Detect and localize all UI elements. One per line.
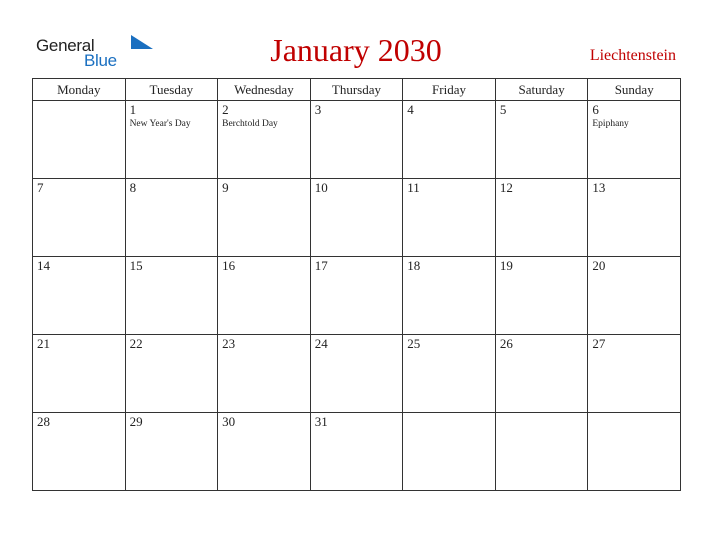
- day-cell: [588, 101, 681, 179]
- day-cell: [403, 413, 496, 491]
- day-cell: [495, 257, 588, 335]
- day-cell: [218, 335, 311, 413]
- day-number: 28: [37, 414, 50, 429]
- day-cell: [125, 179, 218, 257]
- logo-word-general: General: [36, 36, 95, 55]
- day-cell: [403, 179, 496, 257]
- day-cell: [125, 335, 218, 413]
- day-number: 6: [592, 102, 599, 117]
- calendar-body: [33, 101, 681, 491]
- day-number: 19: [499, 258, 513, 273]
- day-number: 17: [314, 258, 328, 273]
- holiday-label: Berchtold Day: [222, 119, 278, 129]
- day-number: 11: [407, 180, 420, 195]
- holiday-label: New Year's Day: [129, 119, 191, 129]
- day-cell: [588, 335, 681, 413]
- day-number: 16: [222, 258, 236, 273]
- day-cell: [218, 101, 311, 179]
- day-cell: [125, 413, 218, 491]
- weekday-header: Thursday: [310, 79, 403, 101]
- weekday-header: Monday: [33, 79, 126, 101]
- week-row: [33, 179, 681, 257]
- day-number: 15: [129, 258, 143, 273]
- day-cell: [588, 257, 681, 335]
- weekday-header: Saturday: [495, 79, 588, 101]
- day-cell: [588, 179, 681, 257]
- day-cell: [310, 257, 403, 335]
- day-cell: [588, 413, 681, 491]
- day-number: 7: [37, 180, 44, 195]
- page-title: January 2030: [270, 32, 442, 68]
- day-number: 26: [499, 336, 513, 351]
- day-cell: [403, 257, 496, 335]
- day-number: 22: [129, 336, 143, 351]
- day-cell: [218, 179, 311, 257]
- day-cell: [495, 179, 588, 257]
- day-cell: [125, 257, 218, 335]
- day-number: 24: [314, 336, 328, 351]
- week-row: [33, 413, 681, 491]
- day-number: 27: [592, 336, 606, 351]
- country-label: Liechtenstein: [589, 47, 676, 64]
- day-cell: [495, 413, 588, 491]
- day-number: 13: [592, 180, 606, 195]
- day-number: 29: [129, 414, 143, 429]
- day-number: 1: [129, 102, 137, 117]
- day-number: 21: [37, 336, 50, 351]
- day-cell: [310, 413, 403, 491]
- day-number: 23: [222, 336, 236, 351]
- weekday-header: Tuesday: [125, 79, 218, 101]
- day-cell: [403, 101, 496, 179]
- day-number: 30: [222, 414, 236, 429]
- day-number: 2: [222, 102, 229, 117]
- day-cell: [33, 101, 126, 179]
- calendar-grid: [32, 78, 681, 491]
- day-number: 12: [499, 180, 513, 195]
- weekday-header: Friday: [403, 79, 496, 101]
- day-number: 10: [314, 180, 328, 195]
- day-number: 31: [314, 414, 328, 429]
- day-cell: [33, 257, 126, 335]
- weekday-header: Sunday: [588, 79, 681, 101]
- day-cell: [218, 413, 311, 491]
- day-cell: [403, 335, 496, 413]
- day-cell: [125, 101, 218, 179]
- day-cell: [218, 257, 311, 335]
- day-number: 14: [37, 258, 50, 273]
- weekday-header-row: [33, 79, 681, 101]
- day-number: 3: [314, 102, 322, 117]
- day-cell: [495, 335, 588, 413]
- day-number: 9: [222, 180, 229, 195]
- weekday-header: Wednesday: [218, 79, 311, 101]
- day-number: 8: [129, 180, 137, 195]
- day-number: 20: [592, 258, 606, 273]
- week-row: [33, 257, 681, 335]
- day-cell: [33, 335, 126, 413]
- day-cell: [310, 335, 403, 413]
- day-number: 4: [407, 102, 414, 117]
- day-number: 25: [407, 336, 421, 351]
- day-cell: [33, 179, 126, 257]
- day-number: 18: [407, 258, 421, 273]
- logo-word-blue: Blue: [84, 51, 117, 70]
- week-row: [33, 101, 681, 179]
- day-cell: [495, 101, 588, 179]
- day-cell: [33, 413, 126, 491]
- day-number: 5: [499, 102, 507, 117]
- day-cell: [310, 101, 403, 179]
- week-row: [33, 335, 681, 413]
- holiday-label: Epiphany: [592, 119, 629, 129]
- day-cell: [310, 179, 403, 257]
